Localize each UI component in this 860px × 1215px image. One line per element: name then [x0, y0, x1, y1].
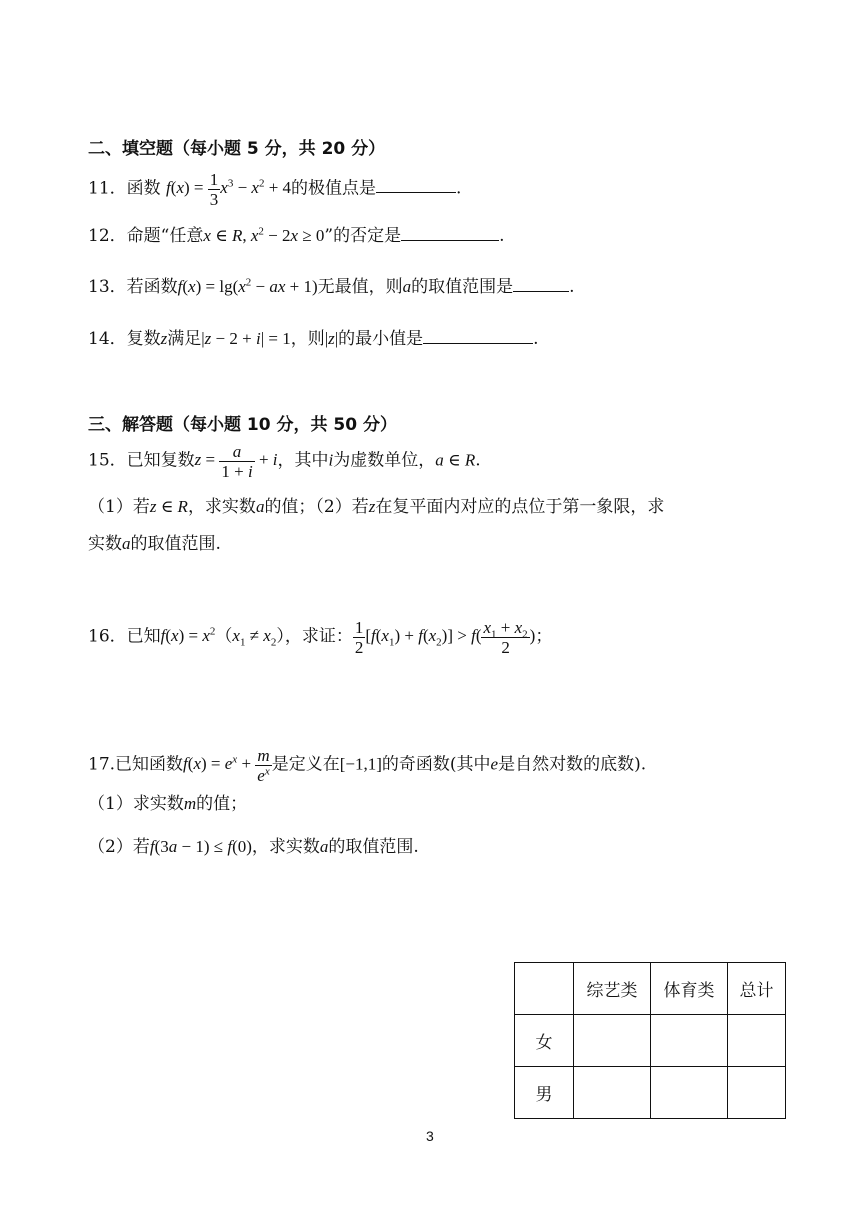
contingency-table: [514, 962, 786, 1119]
q16-paren-open: （: [215, 626, 233, 647]
q15-number: 15．: [88, 450, 127, 471]
q15-part-2-line-2: [88, 533, 221, 555]
q11-prefix: 函数: [126, 178, 161, 199]
q16-number: 16．: [88, 626, 127, 647]
q15-part2-line2-suffix: 的取值范围.: [130, 534, 221, 554]
page-number: 3: [426, 1128, 434, 1144]
q17-var-e: e: [490, 754, 499, 774]
q15-formula: z = $\frac{a}{1 + i}$ + i: [194, 442, 278, 481]
table-row-label: 男: [515, 1067, 574, 1119]
q13-suffix: 的取值范围是: [411, 277, 514, 297]
q13-answer-blank[interactable]: [513, 275, 569, 292]
q15-part1-suffix: 的值；（2）若: [264, 497, 369, 517]
q16-condition: $x_1 \ne x_2$: [232, 626, 277, 649]
q11-end: .: [456, 178, 462, 199]
table-header-cell: [515, 963, 574, 1015]
q14-prefix: 复数: [126, 329, 161, 349]
table-header-cell: 综艺类: [574, 963, 651, 1015]
q12-suffix: ”的否定是: [324, 226, 402, 246]
q17-part2-mid: ，求实数: [251, 837, 320, 857]
table-header-cell: 总计: [728, 963, 786, 1015]
q14-var-z: z: [160, 329, 168, 348]
table-cell[interactable]: [651, 1015, 728, 1067]
q16-function: $f(x) = x^2$: [160, 625, 216, 646]
q15-part1-mid: ，求实数: [187, 497, 256, 517]
q17-part2-prefix: （2）若: [88, 837, 150, 857]
q12-end: .: [499, 226, 505, 246]
q17-interval: [−1,1]: [339, 754, 382, 774]
q15-mid: ，其中: [277, 450, 329, 471]
q12-formula: x ∈ R, $x^2 - 2x \ge 0$: [203, 225, 325, 245]
q15-part2-line2-prefix: 实数: [88, 534, 122, 554]
q14-formula: |z − 2 + i| = 1: [201, 329, 291, 348]
q15-var-i: i: [328, 450, 334, 470]
q15-part2-mid: 在复平面内对应的点位于第一象限，求: [375, 497, 665, 517]
q17-prefix: 已知函数: [115, 754, 184, 775]
table-row-label: 女: [515, 1015, 574, 1067]
question-15: [88, 442, 481, 481]
q13-end: .: [569, 277, 575, 297]
q17-number: 17.: [88, 754, 116, 775]
table-row: [515, 1067, 786, 1119]
q17-part-1: [88, 793, 247, 815]
q15-part1-cond: z ∈ R: [149, 497, 188, 516]
q17-part-2: [88, 836, 419, 858]
q13-prefix: 若函数: [126, 277, 178, 297]
q17-part1-suffix: 的值；: [196, 794, 248, 814]
q15-part2-var-a: a: [122, 534, 131, 553]
question-17: [88, 746, 646, 785]
q17-suffix: 是自然对数的底数).: [498, 754, 647, 775]
q17-part2-var-a: a: [319, 837, 329, 856]
q15-part2-var-z: z: [368, 497, 376, 516]
table-cell[interactable]: [728, 1067, 786, 1119]
q15-part1-var-a: a: [255, 497, 265, 516]
question-11: [88, 170, 461, 209]
q14-number: 14．: [88, 329, 127, 349]
q17-mid2: 的奇函数(其中: [381, 754, 491, 775]
table-header-cell: 体育类: [651, 963, 728, 1015]
section-2-heading: 二、填空题（每小题 5 分，共 20 分）: [88, 139, 386, 159]
table-cell[interactable]: [574, 1067, 651, 1119]
question-13: [88, 275, 575, 298]
q15-mid2: 为虚数单位，: [333, 450, 436, 471]
table-header-row: [515, 963, 786, 1015]
q11-answer-blank[interactable]: [376, 176, 456, 193]
q14-suffix: 的最小值是: [338, 329, 424, 349]
question-12: [88, 224, 505, 247]
table-cell[interactable]: [728, 1015, 786, 1067]
section-3-heading: 三、解答题（每小题 10 分，共 50 分）: [88, 415, 397, 435]
q14-mid1: 满足: [167, 329, 202, 349]
q16-prefix: 已知: [126, 626, 161, 647]
q12-answer-blank[interactable]: [401, 224, 499, 241]
q14-abs-z: |z|: [324, 329, 339, 348]
question-14: [88, 327, 539, 350]
question-16: [88, 618, 552, 657]
q14-mid2: ，则: [290, 329, 325, 349]
q17-mid: 是定义在: [271, 754, 340, 775]
q17-part1-prefix: （1）求实数: [88, 794, 184, 814]
q16-paren-close: ），求证：: [276, 626, 353, 647]
q11-number: 11．: [88, 178, 127, 199]
q13-formula: $f(x) = \lg(x^2$ − ax + 1): [177, 276, 318, 296]
table-cell[interactable]: [574, 1015, 651, 1067]
q14-end: .: [533, 329, 539, 349]
q17-function: $f(x) = e^x$ + $\frac{m}{e^x}$: [183, 746, 270, 785]
q16-end: ；: [535, 626, 553, 647]
q16-inequality: $\frac{1}{2}$ $[f(x_1) + f(x_2)] > f$( $\frac{x_1 + x_2}{2}$ ): [354, 618, 536, 657]
q17-part2-cond: f(3a − 1) ≤ f(0): [149, 837, 252, 856]
q15-end: .: [475, 450, 481, 471]
q13-var-a: a: [402, 277, 412, 296]
q15-part-1: [88, 496, 664, 518]
q15-prefix: 已知复数: [126, 450, 195, 471]
q17-part1-var-m: m: [183, 794, 197, 813]
q12-number: 12．: [88, 226, 127, 246]
q13-number: 13．: [88, 277, 127, 297]
table-cell[interactable]: [651, 1067, 728, 1119]
q15-part1-prefix: （1）若: [88, 497, 150, 517]
q14-answer-blank[interactable]: [423, 327, 533, 344]
q11-formula: f(x) = $\frac{1}{3}$ $x^3 - x^2 + 4$: [166, 170, 292, 209]
q17-part2-suffix: 的取值范围.: [328, 837, 419, 857]
q15-domain: a ∈ R: [435, 450, 476, 470]
q11-suffix: 的极值点是: [291, 178, 377, 199]
q12-prefix: 命题“任意: [126, 226, 204, 246]
q13-mid: 无最值，则: [317, 277, 403, 297]
table-row: [515, 1015, 786, 1067]
